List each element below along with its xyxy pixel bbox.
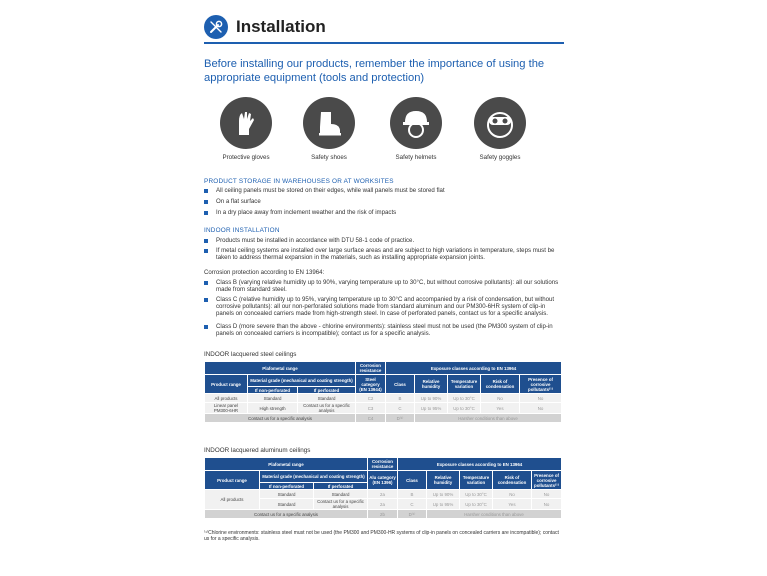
table-header: Class	[386, 375, 415, 394]
table-header: Product range	[205, 471, 260, 490]
table-row: Linear panel PM300-6HR High strength Contact us for a specific analysis C3 C Up to 95% Up to 30°C Yes No	[205, 403, 562, 414]
table-header: Risk of condensation	[493, 471, 532, 490]
table-header: If non-perforated	[248, 387, 298, 394]
intro-text: Before installing our products, remember the importance of using the appropriate equipment (tools and protection)	[204, 58, 545, 84]
list-item: Class B (varying relative humidity up to 90%, varying temperature up to 30°C, but without corrosive pollutants): all our solutions made from standard steel.	[204, 279, 564, 293]
list-item: In a dry place away from inclement weather and the risk of impacts	[204, 209, 564, 216]
storage-title: PRODUCT STORAGE IN WAREHOUSES OR AT WORKSITES	[204, 178, 394, 185]
table-row: Standard Contact us for a specific analysis 2a C Up to 95% Up to 30°C Yes No	[205, 499, 562, 510]
list-item: Products must be installed in accordance with DTU 58-1 code of practice.	[204, 237, 564, 244]
list-item: Class D (more severe than the above - chlorine environments): stainless steel must not be used (the PM300 system of clip-in panels on concealed carriers is incompatible); contact us for a specific analysis.	[204, 323, 564, 337]
ppe-goggles	[470, 97, 530, 161]
goggles-icon	[474, 97, 526, 149]
table-header: Material grade (mechanical and coating strength)	[260, 471, 368, 483]
table1-title: INDOOR lacquered steel ceilings	[204, 351, 297, 358]
table-row: Contact us for a specific analysis 2b D⁽¹⁾ Harsher conditions than above	[205, 510, 562, 519]
aluminum-table	[204, 457, 562, 519]
table-header: Presence of corrosive pollutants⁽¹⁾	[520, 375, 562, 394]
wrench-screwdriver-icon	[204, 15, 228, 39]
table-header: Corrosion resistance	[356, 362, 386, 375]
table-row: All products Standard Standard 2a B Up to 90% Up to 30°C No No	[205, 490, 562, 499]
table-row: Contact us for a specific analysis C4 D⁽¹⁾ Harsher conditions than above	[205, 414, 562, 423]
helmet-icon	[390, 97, 442, 149]
boot-icon	[303, 97, 355, 149]
gloves-icon	[220, 97, 272, 149]
corrosion-title: Corrosion protection according to EN 13964:	[204, 269, 325, 276]
table-header: Corrosion resistance	[368, 458, 398, 471]
indoor-title: INDOOR INSTALLATION	[204, 227, 280, 234]
list-item: If metal ceiling systems are installed over large surface areas and are subject to high variations in temperature, steps must be taken to address thermal expansion in the materials, such as installing appropriate expansion joints.	[204, 247, 564, 261]
ppe-shoes	[299, 97, 359, 161]
table-header: Presence of corrosive pollutants⁽¹⁾	[532, 471, 562, 490]
table-header: Temperature variation	[460, 471, 493, 490]
table-header: If perforated	[314, 483, 368, 490]
table-header: If non-perforated	[260, 483, 314, 490]
ppe-gloves	[216, 97, 276, 161]
steel-table	[204, 361, 562, 423]
list-item: On a flat surface	[204, 198, 564, 205]
table-header: Relative humidity	[427, 471, 460, 490]
list-item: Class C (relative humidity up to 95%, varying temperature up to 30°C and accompanied by a risk of condensation, but without corrosive pollutants): all our non-perforated solutions made from standard aluminum and our PM300-6HR system of clip-in panels on concealed carriers made from high-strength steel. In case of perforated panels, contact us for a specific analysis.	[204, 296, 564, 318]
table-header: Product range	[205, 375, 248, 394]
table-header: Plafometal range	[205, 458, 368, 471]
ppe-helmets	[386, 97, 446, 161]
table-header: Relative humidity	[415, 375, 448, 394]
header-divider	[204, 42, 564, 44]
list-item: All ceiling panels must be stored on their edges, while wall panels must be stored flat	[204, 187, 564, 194]
table-row: All products Standard Standard C2 B Up to 90% Up to 30°C No No	[205, 394, 562, 403]
table-header: Exposure classes according to EN 13964	[398, 458, 562, 471]
table-header: If perforated	[298, 387, 356, 394]
footnote: ⁽¹⁾Chlorine environments: stainless steel must not be used (the PM300 and PM300-HR systems of clip-in panels on concealed carriers are incompatible); contact us for a specific analysis.	[204, 530, 559, 543]
page-header	[204, 14, 326, 40]
table-header: Exposure classes according to EN 13964	[386, 362, 562, 375]
table-header: Risk of condensation	[481, 375, 520, 394]
page-title: Installation	[236, 17, 326, 36]
table-header: Material grade (mechanical and coating strength)	[248, 375, 356, 387]
ppe-label: Safety helmets	[395, 154, 437, 161]
table-header: Plafometal range	[205, 362, 356, 375]
table-header: Alu category (EN 1396)	[368, 471, 398, 490]
table2-title: INDOOR lacquered aluminum ceilings	[204, 447, 311, 454]
table-header: Steel category (EN 13944)	[356, 375, 386, 394]
ppe-label: Protective gloves	[222, 154, 270, 161]
ppe-label: Safety goggles	[479, 154, 521, 161]
table-header: Temperature variation	[448, 375, 481, 394]
ppe-label: Safety shoes	[311, 154, 347, 161]
table-header: Class	[398, 471, 427, 490]
